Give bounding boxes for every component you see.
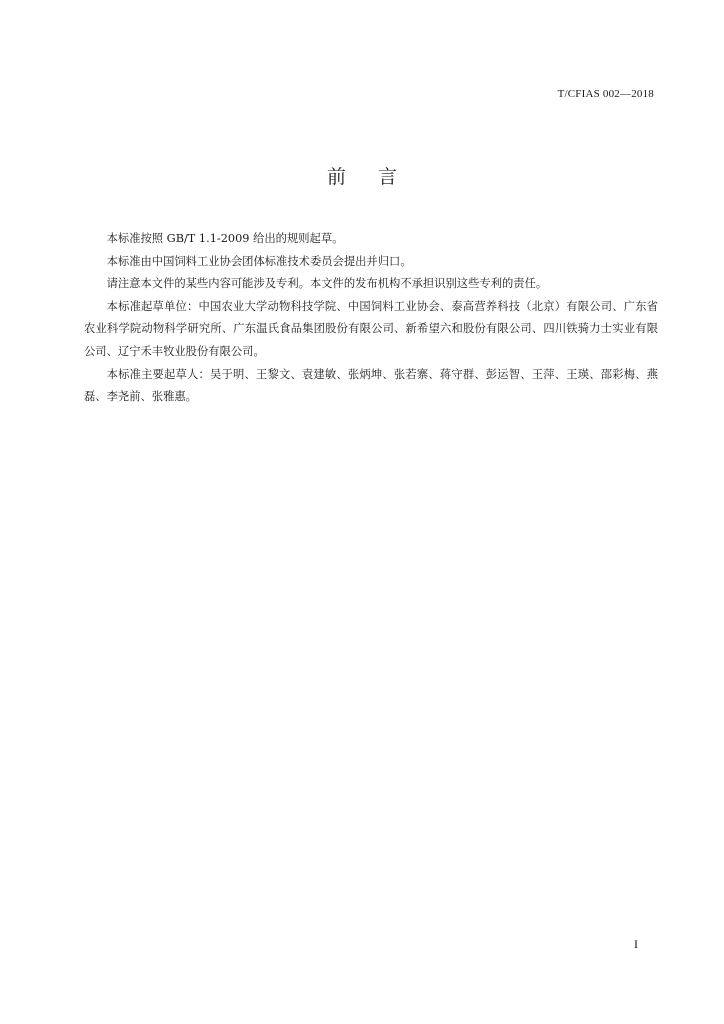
paragraph-drafters: 本标准主要起草人：吴于明、王黎文、袁建敏、张炳坤、张若寨、蒋守群、彭运智、王萍、王瑛、邵彩梅、燕磊、李尧前、张雅惠。 <box>84 367 658 404</box>
page-title: 前言 <box>326 166 429 188</box>
paragraph-proposer: 本标准由中国饲料工业协会团体标准技术委员会提出并归口。 <box>106 254 412 268</box>
paragraph-drafting-rules: 本标准按照 GB/T 1.1-2009 给出的规则起草。 <box>106 232 344 245</box>
paragraph-drafting-units: 本标准起草单位：中国农业大学动物科技学院、中国饲料工业协会、泰高营养科技（北京）有限公司、广东省农业科学院动物科学研究所、广东温氏食品集团股份有限公司、新希望六和股份有限公司、四川铁骑力士实业有限公司、辽宁禾丰牧业股份有限公司。 <box>84 299 658 358</box>
paragraph-patent-notice: 请注意本文件的某些内容可能涉及专利。本文件的发布机构不承担识别这些专利的责任。 <box>106 277 548 291</box>
document-code: T/CFIAS 002—2018 <box>557 88 654 100</box>
page-number: I <box>634 937 638 951</box>
foreword-body <box>84 228 658 409</box>
